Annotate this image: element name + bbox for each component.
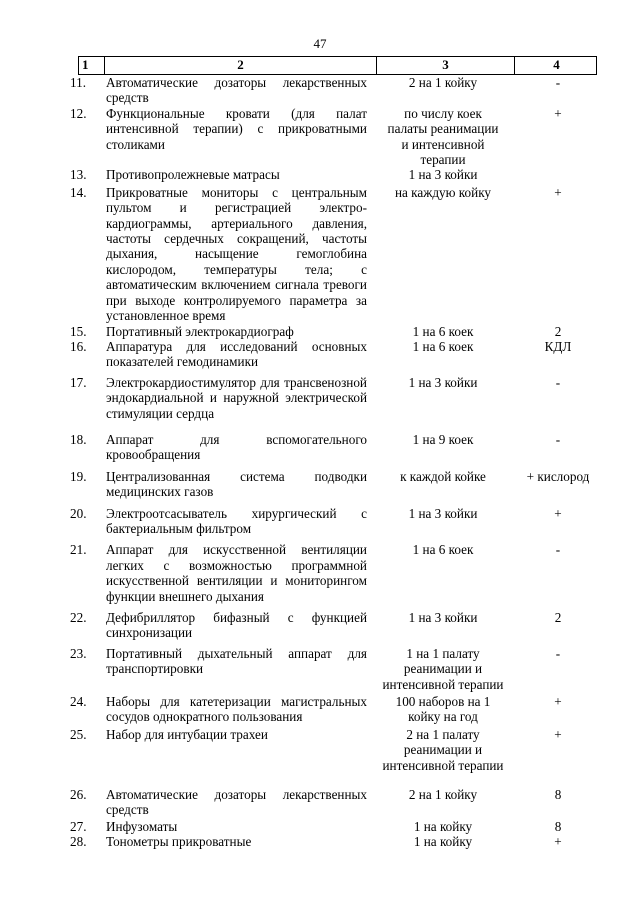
row-number: 15. [70,323,87,339]
item-name: Дефибриллятор бифазный с функцией синхронизации [106,610,367,641]
row-number: 13. [70,167,87,183]
item-name: Автоматические дозаторы лекарственных средств [106,787,367,818]
item-note: + [554,726,562,742]
row-number: 14. [70,184,87,200]
item-name: Портативный дыхательный аппарат для транспортировки [106,645,367,677]
item-quantity: по числу коек палаты реанимации и интенсивной терапии [387,105,499,168]
item-quantity: на каждую койку [394,184,492,200]
item-quantity: 1 на 3 койки [408,610,478,625]
item-name: Автоматические дозаторы лекарственных средств [106,75,367,106]
header-col-1: 1 [79,57,105,74]
table-row [70,542,597,604]
item-quantity: 1 на 1 палату реанимации и интенсивной терапии [382,645,504,692]
row-number: 25. [70,726,87,742]
row-number: 26. [70,787,87,803]
row-number: 21. [70,542,87,558]
item-note: + [554,184,562,200]
item-quantity: к каждой койке [400,468,486,484]
item-note: КДЛ [544,338,572,354]
table-row [70,184,597,324]
item-note: + [554,505,562,521]
table-row [70,468,597,500]
item-note: - [555,645,561,661]
item-quantity: 1 на 6 коек [412,542,474,558]
item-name: Прикроватные мониторы с центральным пультом и регистрацией электро-кардиограммы, артериального давления, частоты сердечных сокращений, частоты дыхания, насыщение гемоглобина кислородом, температуры тела; с автоматическим включением сигнала тревоги при выходе контролируемого параметра за установленное время [106,184,367,324]
item-quantity: 2 на 1 палату реанимации и интенсивной терапии [382,726,504,773]
item-name: Инфузоматы [106,818,178,834]
table-row [70,787,597,818]
row-number: 12. [70,105,87,121]
table-row [70,75,597,106]
item-note: - [555,542,561,558]
item-quantity: 1 на 6 коек [412,323,474,339]
item-note: 8 [554,818,562,834]
item-quantity: 1 на 3 койки [408,374,478,390]
table-body [70,75,597,850]
row-number: 19. [70,468,87,484]
table-row [70,323,597,339]
item-note: + кислород [526,468,590,484]
header-col-3: 3 [377,57,515,74]
item-name: Наборы для катетеризации магистральных сосудов однократного пользования [106,694,367,725]
item-name: Аппарат для вспомогательного кровообращения [106,431,367,463]
item-quantity: 100 наборов на 1 койку на год [395,694,491,725]
item-note: + [554,834,562,850]
table-row [70,431,597,463]
item-name: Противопролежневые матрасы [106,167,280,183]
equipment-table [70,56,597,850]
table-row [70,726,597,773]
table-row [70,834,597,850]
item-quantity: 1 на 6 коек [412,338,474,354]
item-note: 2 [554,323,562,339]
table-row [70,694,597,725]
item-quantity: 1 на 3 койки [408,505,478,521]
row-number: 18. [70,431,87,447]
item-note: - [555,431,561,447]
table-row [70,818,597,834]
item-note: + [554,694,562,710]
item-quantity: 1 на 9 коек [412,431,474,447]
item-name: Портативный электрокардиограф [106,323,294,339]
header-col-4: 4 [553,57,560,72]
item-name: Аппаратура для исследований основных показателей гемодинамики [106,338,367,370]
row-number: 23. [70,645,87,661]
row-number: 20. [70,505,87,521]
item-name: Электроотсасыватель хирургический с бактериальным фильтром [106,505,367,536]
item-name: Аппарат для искусственной вентиляции легких с возможностью программной искусственной вентиляции и мониторингом функции внешнего дыхания [106,542,367,604]
item-note: - [555,374,561,390]
item-quantity: 2 на 1 койку [408,75,478,90]
item-note: + [554,105,562,121]
item-note: 8 [554,787,562,803]
item-note: - [555,75,561,90]
table-row [70,338,597,370]
table-row [70,610,597,641]
row-number: 11. [70,75,86,90]
table-row [70,167,597,183]
item-quantity: 2 на 1 койку [408,787,478,803]
table-row [70,645,597,692]
table-row [70,374,597,421]
row-number: 17. [70,374,87,390]
item-name: Централизованная система подводки медицинских газов [106,468,367,500]
table-row [70,505,597,537]
row-number: 16. [70,338,87,354]
item-quantity: 1 на 3 койки [408,167,478,183]
row-number: 24. [70,694,87,710]
item-note: 2 [554,610,562,625]
item-note [519,167,597,182]
row-number: 22. [70,610,87,625]
item-quantity: 1 на койку [413,834,473,850]
item-name: Тонометры прикроватные [106,834,252,850]
item-name: Функциональные кровати (для палат интенсивной терапии) с прикроватными столиками [106,105,367,152]
item-name: Набор для интубации трахеи [106,726,268,742]
row-number: 28. [70,834,87,850]
item-name: Электрокардиостимулятор для трансвенозной эндокардиальной и наружной электрической стимуляции сердца [106,374,367,421]
table-row [70,105,597,168]
header-col-2: 2 [105,57,377,74]
row-number: 27. [70,818,87,834]
table-header [78,56,597,75]
page-number: 47 [313,36,327,51]
item-quantity: 1 на койку [413,818,473,834]
